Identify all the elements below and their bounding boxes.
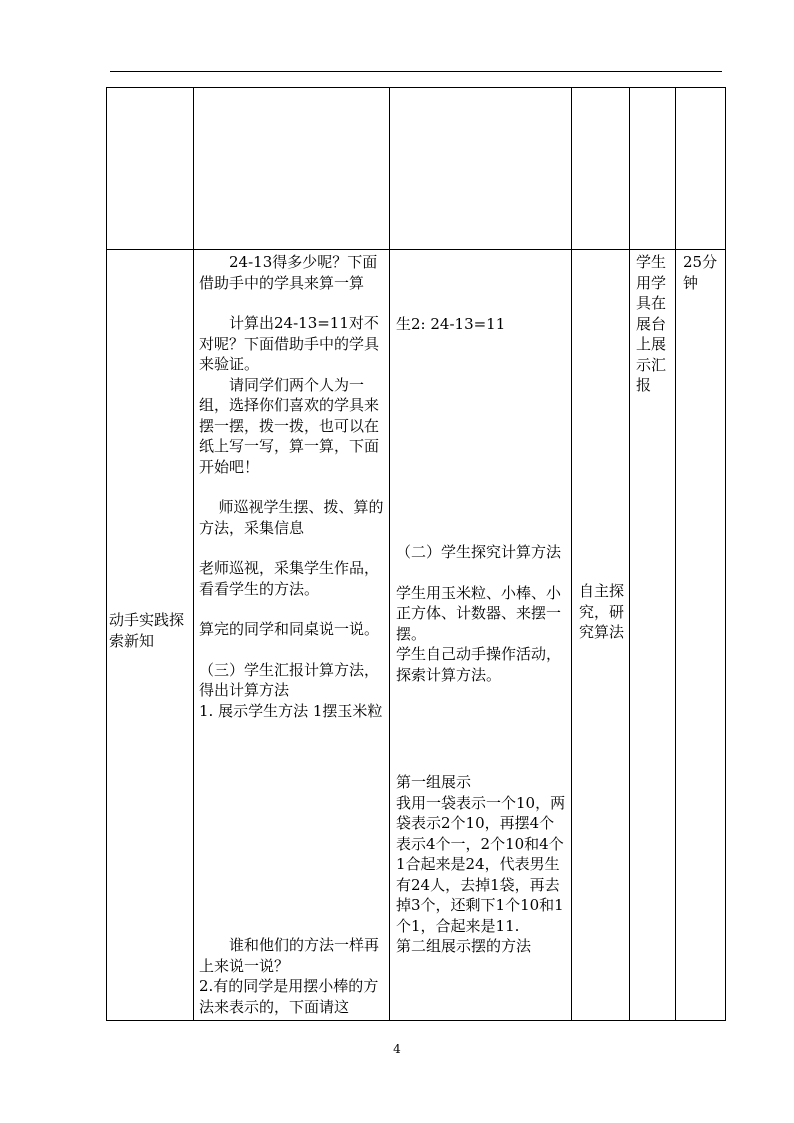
student-text: 我用一袋表示一个10，两袋表示2个10，再摆4个表示4个一，2个10和4个1合起来是24，代表男生有24人，去掉1袋，再去掉3个，还剩下1个10和1个1，合起来是11. (396, 793, 566, 935)
page-number: 4 (393, 1042, 401, 1056)
student-activity-cell-lower (396, 772, 568, 957)
table-border-bottom (106, 1020, 726, 1021)
media-text: 学生用学具在展台上展示汇报 (636, 253, 667, 394)
column-divider (675, 87, 676, 1021)
teacher-text: 1. 展示学生方法 1摆玉米粒 (199, 701, 383, 720)
lesson-plan-table (106, 87, 726, 1021)
teacher-text: 请同学们两个人为一组，选择你们喜欢的学具来摆一摆，拨一拨，也可以在纸上写一写，算一算，下面开始吧！ (199, 375, 380, 476)
table-border-left (106, 87, 107, 1021)
column-divider (389, 87, 390, 1021)
student-text: 学生自己动手操作活动，探索计算方法。 (396, 645, 562, 684)
teacher-text: 老师巡视，采集学生作品，看看学生的方法。 (199, 559, 380, 598)
student-activity-cell (396, 314, 568, 335)
teacher-text: 师巡视学生摆、拨、算的方法，采集信息 (199, 498, 384, 537)
method-cell (579, 581, 627, 643)
teacher-text: 2.有的同学是用摆小棒的方法来表示的，下面请这 (199, 977, 379, 1016)
teacher-activity-cell-lower (199, 935, 386, 1017)
student-text: 第一组展示 (396, 773, 472, 791)
section-cell (109, 610, 193, 651)
time-cell (683, 252, 719, 293)
student-text: 生2: 24-13=11 (396, 315, 506, 333)
student-text: 学生用玉米粒、小棒、小正方体、计数器、来摆一摆。 (396, 583, 562, 643)
teacher-text: 谁和他们的方法一样再上来说一说？ (199, 936, 380, 975)
student-heading: （二）学生探究计算方法 (396, 543, 562, 561)
table-border-top (106, 87, 726, 88)
section-title: 动手实践探索新知 (109, 611, 185, 650)
teacher-text: 计算出24-13=11对不对呢？下面借助手中的学具来验证。 (199, 314, 380, 373)
teacher-text: 24-13得多少呢？下面借助手中的学具来算一算 (199, 253, 378, 292)
column-divider (571, 87, 572, 1021)
teacher-heading: （三）学生汇报计算方法，得出计算方法 (199, 660, 380, 699)
media-cell (636, 252, 672, 396)
teacher-text: 算完的同学和同桌说一说。 (199, 620, 380, 638)
table-border-right (725, 87, 726, 1021)
header-rule (110, 71, 722, 72)
student-text: 第二组展示摆的方法 (396, 937, 532, 955)
time-text: 25分钟 (683, 253, 718, 292)
column-divider (629, 87, 630, 1021)
method-text: 自主探究，研究算法 (579, 582, 625, 641)
student-activity-cell-middle (396, 542, 568, 685)
row-divider (106, 249, 726, 250)
teacher-activity-cell (199, 252, 386, 721)
column-divider (193, 87, 194, 1021)
